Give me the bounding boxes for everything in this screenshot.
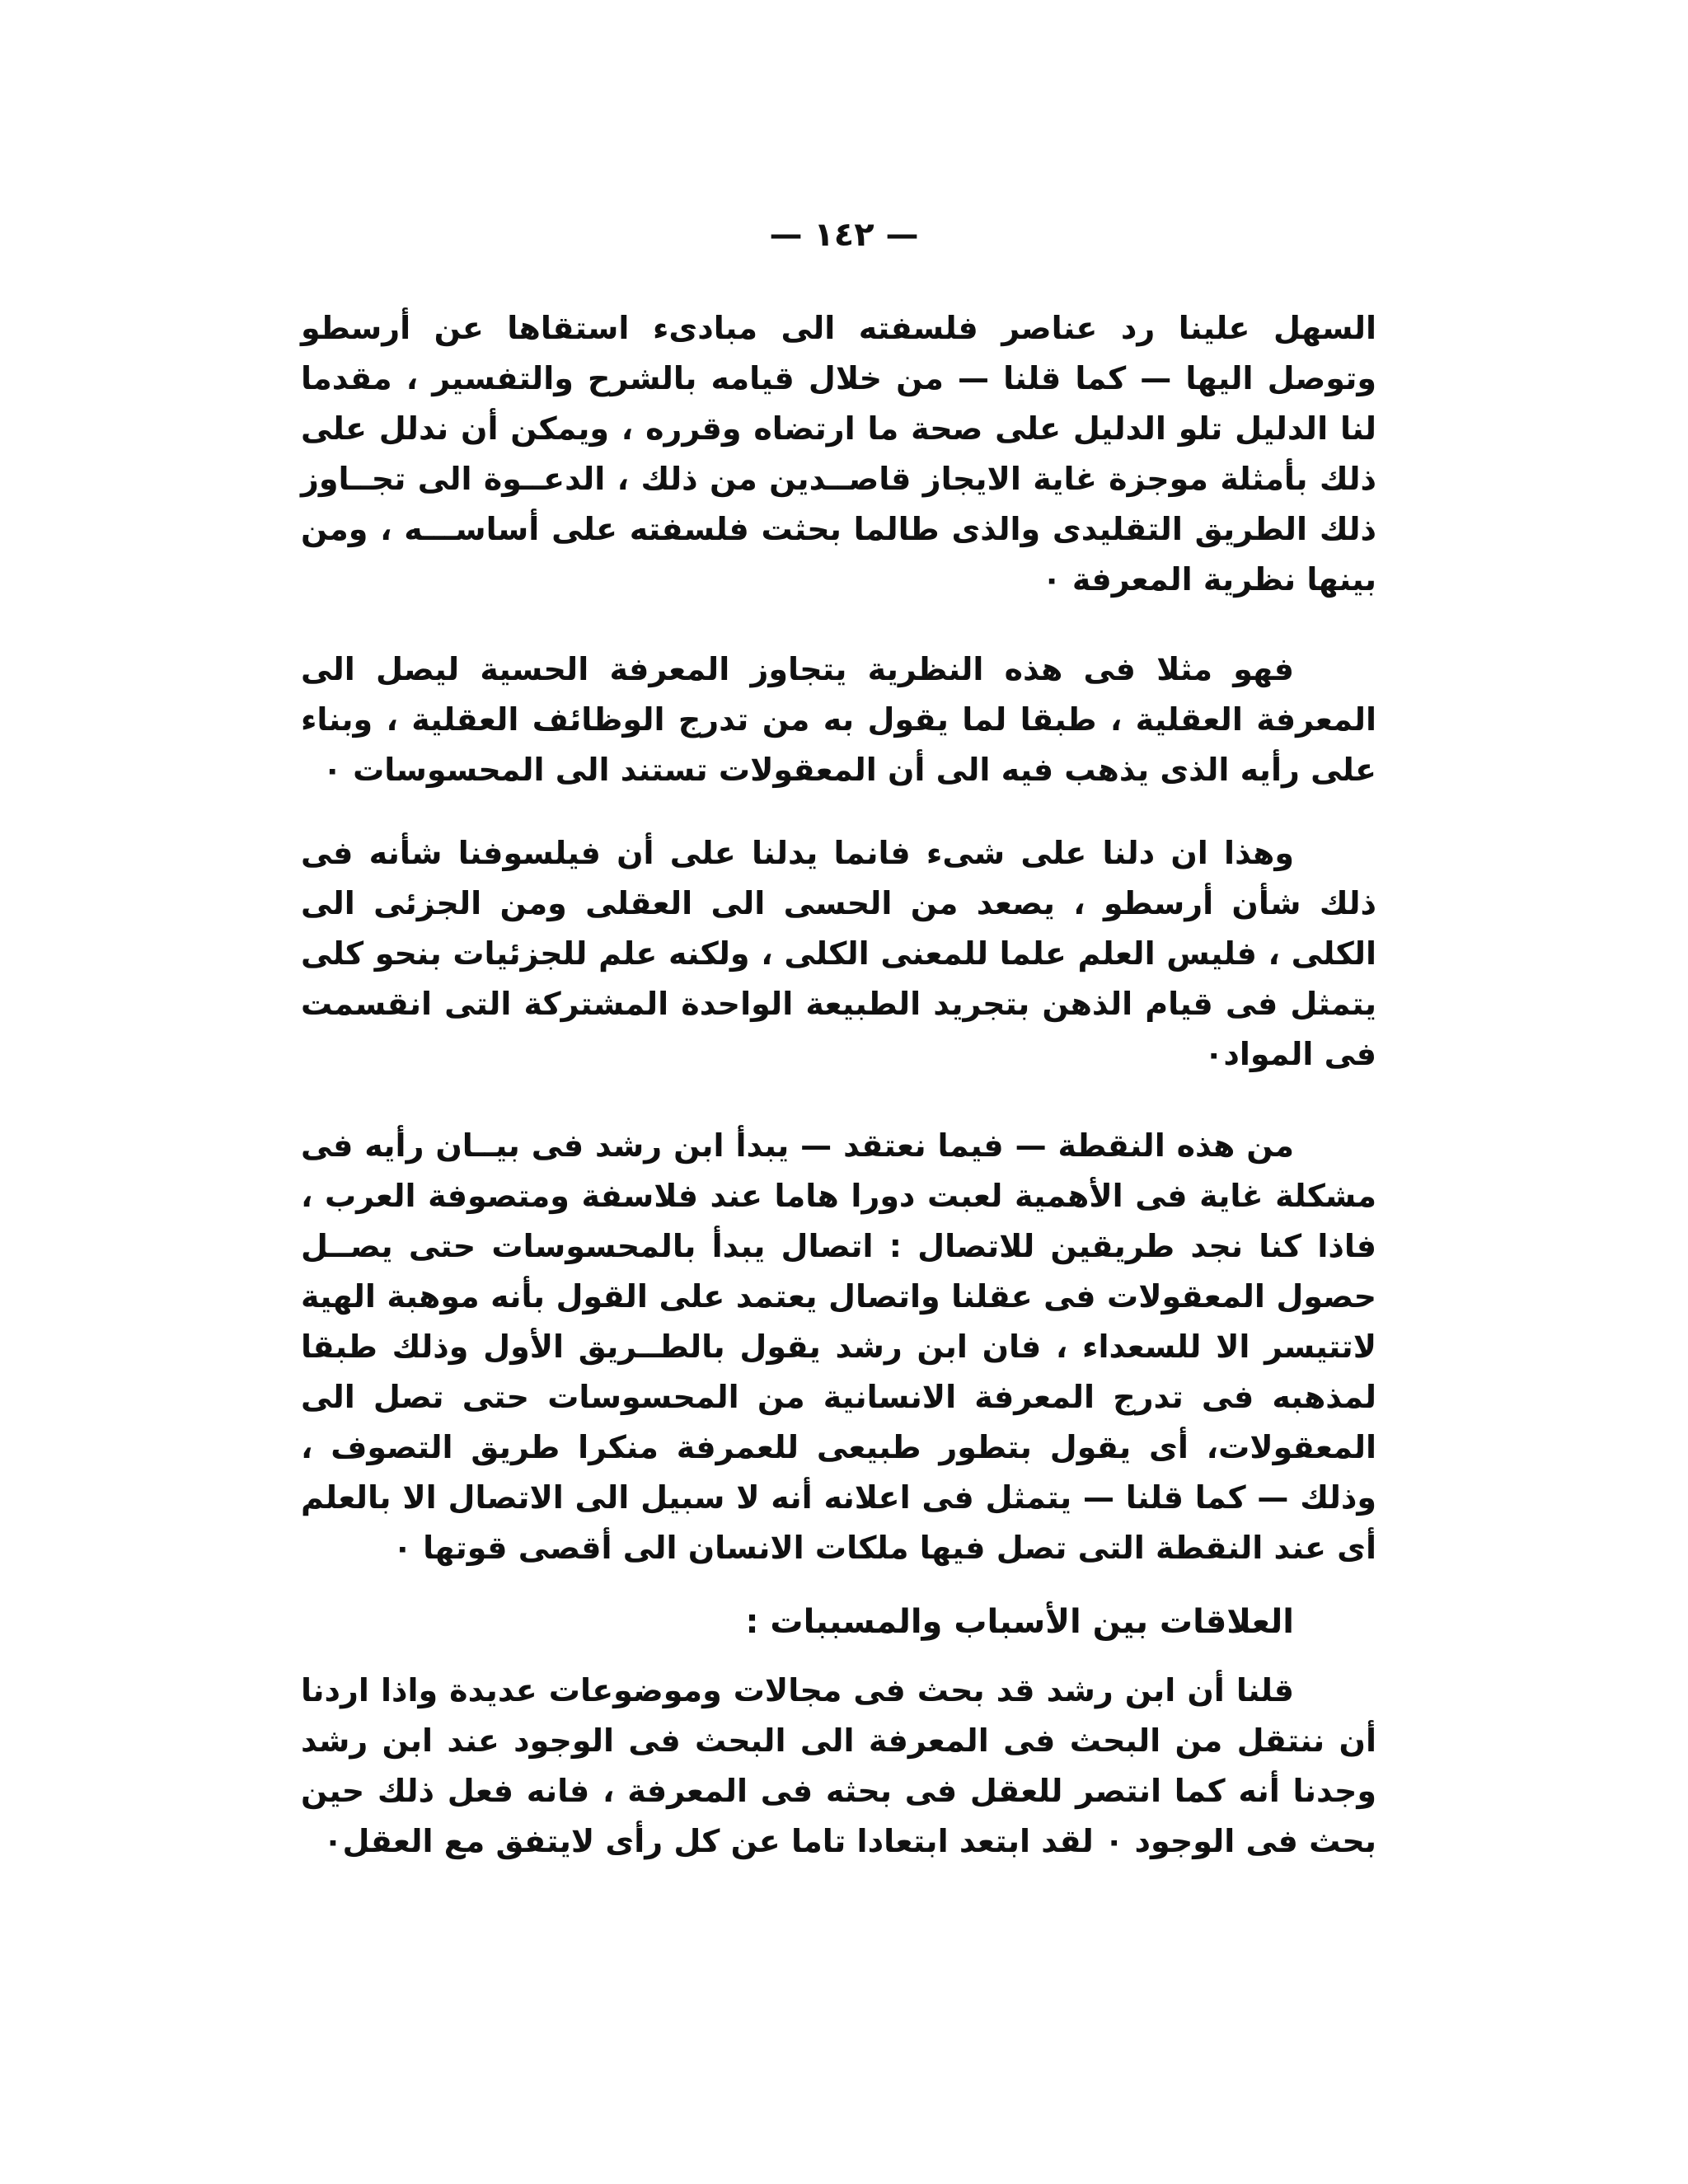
page-number: — ١٤٢ — bbox=[769, 216, 919, 254]
page-body bbox=[301, 303, 1376, 1867]
paragraph: وهذا ان دلنا على شىء فانما يدلنا على أن فيلسوفنا شأنه فى ذلك شأن أرسطو ، يصعد من الحسى الى العقلى ومن الجزئى الى الكلى ، فليس العلم علما للمعنى الكلى ، ولكنه علم للجزئيات بنحو كلى يتمثل فى قيام الذهن بتجريد الطبيعة الواحدة المشتركة التى انقسمت فى المواد٠ bbox=[301, 835, 1376, 1072]
section-heading: العلاقات بين الأسباب والمسببات : bbox=[745, 1603, 1294, 1641]
paragraph: فهو مثلا فى هذه النظرية يتجاوز المعرفة الحسية ليصل الى المعرفة العقلية ، طبقا لما يقول به من تدرج الوظائف العقلية ، وبناء على رأيه الذى يذهب فيه الى أن المعقولات تستند الى المحسوسات ٠ bbox=[301, 651, 1376, 788]
paragraph: قلنا أن ابن رشد قد بحث فى مجالات وموضوعات عديدة واذا اردنا أن ننتقل من البحث فى المعرفة الى البحث فى الوجود عند ابن رشد وجدنا أنه كما انتصر للعقل فى بحثه فى المعرفة ، فانه فعل ذلك حين بحث فى الوجود ٠ لقد ابتعد ابتعادا تاما عن كل رأى لايتفق مع العقل٠ bbox=[301, 1672, 1376, 1859]
paragraph-continuation: السهل علينا رد عناصر فلسفته الى مبادىء استقاها عن أرسطو وتوصل اليها — كما قلنا — من خلال قيامه بالشرح والتفسير ، مقدما لنا الدليل تلو الدليل على صحة ما ارتضاه وقرره ، ويمكن أن ندلل على ذلك بأمثلة موجزة غاية الايجاز قاصــدين من ذلك ، الدعــوة الى تجــاوز ذلك الطريق التقليدى والذى طالما بحثت فلسفته على أساســـه ، ومن بينها نظرية المعرفة ٠ bbox=[301, 310, 1376, 598]
paragraph: من هذه النقطة — فيما نعتقد — يبدأ ابن رشد فى بيــان رأيه فى مشكلة غاية فى الأهمية لعبت دورا هاما عند فلاسفة ومتصوفة العرب ، فاذا كنا نجد طريقين للاتصال : اتصال يبدأ بالمحسوسات حتى يصــل حصول المعقولات فى عقلنا واتصال يعتمد على القول بأنه موهبة الهية لاتتيسر الا للسعداء ، فان ابن رشد يقول بالطــريق الأول وذلك طبقا لمذهبه فى تدرج المعرفة الانسانية من المحسوسات حتى تصل الى المعقولات، أى يقول بتطور طبيعى للعمرفة منكرا طريق التصوف ، وذلك — كما قلنا — يتمثل فى اعلانه أنه لا سبيل الى الاتصال الا بالعلم أى عند النقطة التى تصل فيها ملكات الانسان الى أقصى قوتها ٠ bbox=[301, 1127, 1376, 1566]
